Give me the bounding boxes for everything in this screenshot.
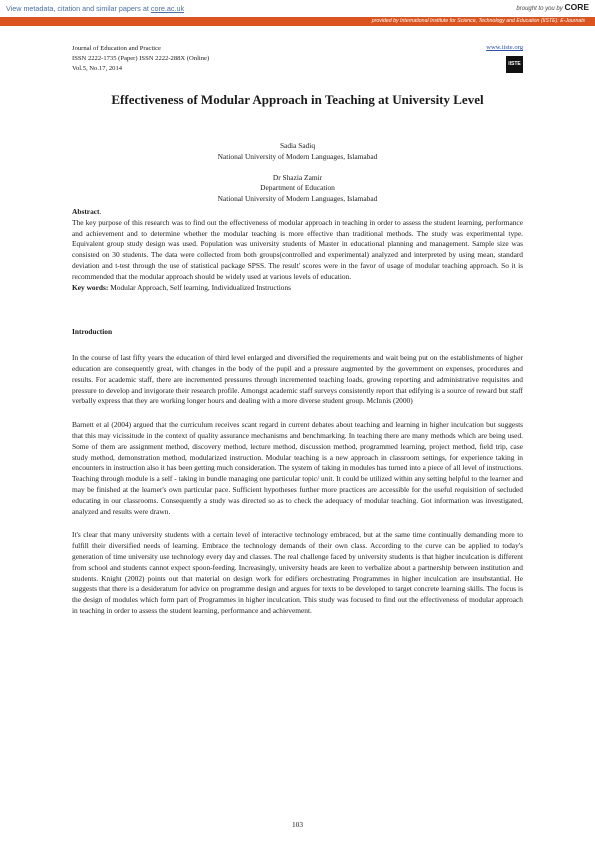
author-name: Dr Shazia Zamir: [272, 172, 323, 182]
journal-issn: ISSN 2222-1735 (Paper) ISSN 2222-288X (Online): [72, 55, 210, 62]
page-number: 103: [291, 820, 304, 829]
core-metadata-text: [6, 4, 184, 13]
provided-by-banner[interactable]: provided by International Institute for Science, Technology and Education (IISTE): E-Journals: [0, 17, 595, 26]
core-brand[interactable]: [516, 2, 589, 12]
journal-info: [72, 44, 209, 74]
author-name: Sadia Sadiq: [279, 141, 316, 150]
core-right-text: brought to you by: [516, 6, 565, 12]
iiste-logo-icon: IISTE: [506, 56, 523, 73]
paragraph: In the course of last fifty years the education of third level enlarged and diversified the requirements and wait being put on the establishments of higher education are consequently great, with changes in the body of the pupil and a pressure augmented by the government on expenses, procedures and results. For academic staff, there are incremented pressures through incremented teaching loads, growing reporting and administrative requisites and pressure to develop and invigorate their research profile. Amongst academic staff surveys consistently report that edifying is a source of reward but staff verbally express that they are working longer hours and dealing with a more diverse student group. McInnis (2000): [72, 353, 523, 406]
author-affiliation: National University of Modern Languages, Islamabad: [217, 193, 378, 203]
paragraph: Barnett et al (2004) argued that the curriculum receives scant regard in current debates about teaching and learning in higher inculcation but suggests that this may vicissitude in the context of quality assurance mechanisms and benchmarking. In teaching there are many methods which are being used. Some of them are assignment method, discovery method, lecture method, discussion method, programmed learning, project method, field trip, case study method, demonstration method, modularized instruction. Modular teaching is a new approach in classroom settings, for experience taking in encounters in instruction also it has been getting much consideration. The system of taking in modules has turned into a piece of all level of instructions. Teaching through module is a self - taking in bundle managing one particular topic/ unit. It could be utilized within any setting helpful to the learner and may be finished at the learner's own particular pace. Sufficient hypotheses further more practices are accessible for the useful requisition of secluded educating in our classrooms. Consequently a study was directed so as to check the adequacy of modular teaching. Got information was investigated, analyzed and results were drawn.: [72, 420, 523, 516]
paper-body: Abstract. The key purpose of this research was to find out the effectiveness of modular approach in teaching in order to assess the student learning, performance and achievement and to determine whether the modular teaching is more effective than traditional methods. The study was experimental type. Equivalent group study design was used. Population was university students of Master in educational planning and management. Sample size was consisted on 30 students. The data were collected from both groups(controlled and experimental) analyzed and interpreted by using mean, standard deviation and t-test through the use of statistical package SPSS. The result' scores were in the favor of usage of modular teaching approach. So it is recommended that the modular approach should be widely used at various levels of education. Key words: Modular Approach, Self learning, Individualized Instructions Introduction In the course of last fifty years the education of third level enlarged and diversified the requirements and wait being put on the establishments of higher education are consequently great, with changes in the body of the pupil and a pressure augmented by the government on expenses, procedures and results. For academic staff, there are incremented pressures through incremented teaching loads, growing reporting and administrative requisites and pressure to develop and invigorate their research profile. Amongst academic staff surveys consistently report that edifying is a source of reward but staff verbally express that they are working longer hours and dealing with a more diverse student group. McInnis (2000) Barnett et al (2004) argued that the curriculum receives scant regard in current debates about teaching and learning in higher inculcation but suggests that this may vicissitude in the context of quality assurance mechanisms and benchmarking. In teaching there are many methods which are being used. Some of them are assignment method, discovery method, lecture method, discussion method, programmed learning, project method, field trip, case study method, demonstration method, modularized instruction. Modular teaching is a new approach in classroom settings, for experience taking in encounters in instruction also it has been getting much consideration. The system of taking in modules has turned into a piece of all level of instructions. Teaching through module is a self - taking in bundle managing one particular topic/ unit. It could be utilized within any setting helpful to the learner and may be finished at the learner's own particular pace. Sufficient hypotheses further more practices are accessible for the useful requisition of secluded educating in our classrooms. Consequently a study was directed so as to check the adequacy of modular teaching. Got information was investigated, analyzed and results were drawn. It's clear that many university students with a certain level of interactive technology embraced, but at the same time continually demanding more to fulfill their diversified needs of learning. Embrace the technology demands of their own class. According to the curve can be applied to today's generation of time university use technology every day and classes. The real challenge faced by university students is that higher inculcation is different from school and students cannot expect spoon-feeding. Increasingly, university heads are keen to verbalize about a partnership between institution and students. Knight (2002) points out that material on design work for edifiers orchestrating Programmes in higher inculcation are insubstantial. He suggests that there is a desideratum for advice on programme design and argues for texts to be developed to target concrete learning skills. The focus is the design of modules which form part of Programmes in higher inculcation. This study was focused to find out the effectiveness of modular approach in teaching in order to assess the student learning, performance and achievement.: [72, 207, 523, 615]
core-link[interactable]: core.ac.uk: [150, 4, 185, 13]
journal-name: Journal of Education and Practice: [72, 45, 161, 52]
core-banner: [0, 0, 595, 27]
paragraph: It's clear that many university students with a certain level of interactive technology embraced, but at the same time continually demanding more to fulfill their diversified needs of learning. Embrace the technology demands of their own class. According to the curve can be applied to today's generation of time university use technology every day and classes. The real challenge faced by university students is that higher inculcation is different from school and students cannot expect spoon-feeding. Increasingly, university heads are keen to verbalize about a partnership between institution and students. Knight (2002) points out that material on design work for edifiers orchestrating Programmes in higher inculcation are insubstantial. He suggests that there is a desideratum for advice on programme design and argues for texts to be developed to target concrete learning skills. The focus is the design of modules which form part of Programmes in higher inculcation. This study was focused to find out the effectiveness of modular approach in teaching in order to assess the student learning, performance and achievement.: [72, 530, 523, 615]
authors-block: [72, 141, 523, 205]
abstract-text: The key purpose of this research was to find out the effectiveness of modular approach in teaching in order to assess the student learning, performance and achievement and to determine whether the modular teaching is more effective than traditional methods. The study was experimental type. Equivalent group study design was used. Population was university students of Master in educational planning and management. Sample size was consisted on 30 students. The data were collected from both groups(controlled and experimental) analyzed and interpreted by using mean, standard deviation and t-test through the use of statistical package SPSS. The result' scores were in the favor of usage of modular teaching approach. So it is recommended that the modular approach should be widely used at various levels of education.: [72, 217, 523, 281]
abstract-heading: Abstract: [72, 207, 100, 216]
core-left-text: View metadata, citation and similar papers at: [6, 4, 151, 13]
section-heading-introduction: Introduction: [72, 327, 113, 337]
keywords-text: Modular Approach, Self learning, Individualized Instructions: [108, 282, 292, 292]
keywords-label: Key words:: [72, 282, 109, 292]
journal-volume: Vol.5, No.17, 2014: [72, 65, 123, 72]
author-affiliation: National University of Modern Languages, Islamabad: [217, 151, 378, 161]
paper-title: Effectiveness of Modular Approach in Teaching at University Level: [111, 92, 484, 107]
author-department: Department of Education: [260, 183, 335, 193]
journal-website-link[interactable]: www.iiste.org: [486, 44, 523, 51]
core-logo-icon: CORE: [564, 2, 589, 12]
